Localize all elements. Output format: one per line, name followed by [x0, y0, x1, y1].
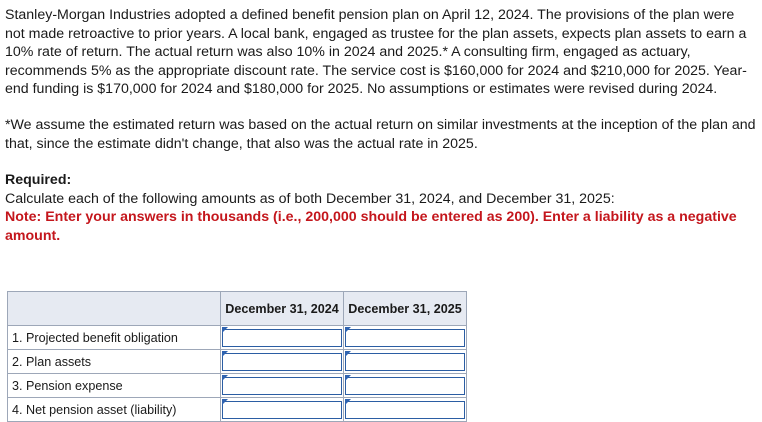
row-label-plan-assets: 2. Plan assets — [8, 350, 221, 374]
input-cell — [221, 326, 344, 350]
input-cell — [344, 398, 467, 422]
row-label-pension-expense: 3. Pension expense — [8, 374, 221, 398]
required-text: Calculate each of the following amounts as of both December 31, 2024, and December 31, 2025: — [5, 190, 615, 207]
plan-assets-2024-input[interactable] — [222, 353, 342, 371]
problem-statement — [5, 6, 757, 246]
table-row — [8, 326, 467, 350]
table-row — [8, 398, 467, 422]
header-blank — [8, 292, 221, 326]
input-marker-icon — [222, 399, 228, 405]
input-cell — [344, 374, 467, 398]
note-text: Note: Enter your answers in thousands (i.e., 200,000 should be entered as 200). Enter a liability as a negative amount. — [5, 209, 737, 244]
input-cell — [221, 374, 344, 398]
plan-assets-2025-input[interactable] — [345, 353, 465, 371]
pension-expense-2025-input[interactable] — [345, 377, 465, 395]
pension-expense-2024-input[interactable] — [222, 377, 342, 395]
required-heading: Required: — [5, 172, 72, 189]
pbo-2024-input[interactable] — [222, 329, 342, 347]
input-marker-icon — [345, 351, 351, 357]
answer-table — [7, 291, 467, 422]
input-marker-icon — [345, 399, 351, 405]
input-marker-icon — [222, 375, 228, 381]
input-cell — [221, 398, 344, 422]
net-pension-2025-input[interactable] — [345, 401, 465, 419]
input-marker-icon — [345, 327, 351, 333]
problem-paragraph: Stanley-Morgan Industries adopted a defined benefit pension plan on April 12, 2024. The provisions of the plan were not made retroactive to prior years. A local bank, engaged as trustee for the plan assets, expects plan assets to earn a 10% rate of return. The actual return was also 10% in 2024 and 2025.* A consulting firm, engaged as actuary, recommends 5% as the appropriate discount rate. The service cost is $160,000 for 2024 and $210,000 for 2025. Year-end funding is $170,000 for 2024 and $180,000 for 2025. No assumptions or estimates were revised during 2024. — [5, 7, 747, 98]
net-pension-2024-input[interactable] — [222, 401, 342, 419]
column-header-2025: December 31, 2025 — [344, 292, 467, 326]
row-label-net-pension: 4. Net pension asset (liability) — [8, 398, 221, 422]
input-cell — [344, 350, 467, 374]
input-cell — [344, 326, 467, 350]
input-marker-icon — [222, 351, 228, 357]
header-row — [8, 292, 467, 326]
row-label-pbo: 1. Projected benefit obligation — [8, 326, 221, 350]
footnote: *We assume the estimated return was based on the actual return on similar investments at the inception of the plan and that, since the estimate didn't change, that also was the actual rate in 2025. — [5, 116, 756, 152]
input-marker-icon — [222, 327, 228, 333]
input-marker-icon — [345, 375, 351, 381]
table-row — [8, 374, 467, 398]
table-row — [8, 350, 467, 374]
column-header-2024: December 31, 2024 — [221, 292, 344, 326]
input-cell — [221, 350, 344, 374]
pbo-2025-input[interactable] — [345, 329, 465, 347]
